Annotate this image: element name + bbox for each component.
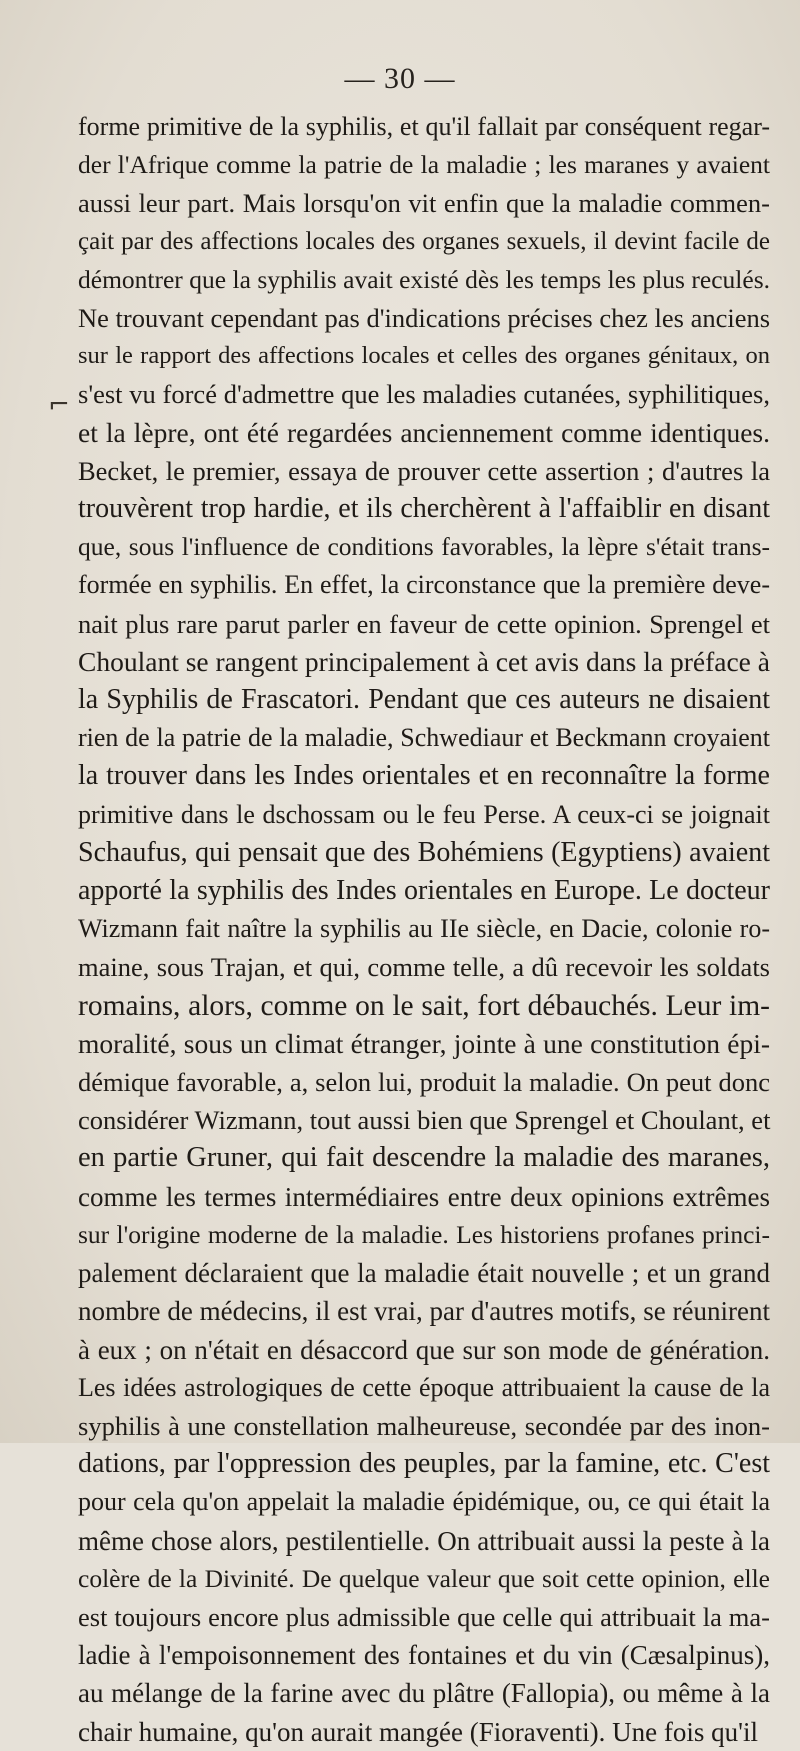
text-line: forme primitive de la syphilis, et qu'il fallait par conséquent regar- xyxy=(78,112,770,141)
text-line: syphilis à une constellation malheureuse, secondée par des inon- xyxy=(78,1410,770,1441)
text-line: çait par des affections locales des organes sexuels, il devint facile de xyxy=(78,227,770,255)
text-line: que, sous l'influence de conditions favorables, la lèpre s'était trans- xyxy=(78,532,770,562)
text-line: sur l'origine moderne de la maladie. Les historiens profanes princi- xyxy=(78,1219,770,1249)
text-line: nait plus rare parut parler en faveur de cette opinion. Sprengel et xyxy=(78,608,770,639)
text-line: formée en syphilis. En effet, la circonstance que la première deve- xyxy=(78,570,770,600)
text-line: s'est vu forcé d'admettre que les maladies cutanées, syphilitiques, xyxy=(78,379,770,410)
text-line: Les idées astrologiques de cette époque attribuaient la cause de la xyxy=(78,1372,770,1402)
text-line: der l'Afrique comme la patrie de la maladie ; les maranes y avaient xyxy=(78,150,770,180)
text-line: rien de la patrie de la maladie, Schwediaur et Beckmann croyaient xyxy=(78,723,770,753)
text-line: apporté la syphilis des Indes orientales en Europe. Le docteur xyxy=(78,875,770,907)
text-line: Schaufus, qui pensait que des Bohémiens (Egyptiens) avaient xyxy=(78,836,770,868)
text-line: trouvèrent trop hardie, et ils cherchèrent à l'affaiblir en disant xyxy=(78,493,770,525)
text-line: ladie à l'empoisonnement des fontaines et du vin (Cæsalpinus), xyxy=(78,1640,770,1671)
text-line: primitive dans le dschossam ou le feu Perse. A ceux-ci se joignait xyxy=(78,799,770,829)
text-line: Wizmann fait naître la syphilis au IIe siècle, en Dacie, colonie ro- xyxy=(78,914,770,944)
text-line: démique favorable, a, selon lui, produit la maladie. On peut donc xyxy=(78,1067,770,1098)
text-line: au mélange de la farine avec du plâtre (Fallopia), ou même à la xyxy=(78,1678,770,1709)
text-line: maine, sous Trajan, et qui, comme telle, a dû recevoir les soldats xyxy=(78,952,770,983)
text-line: Ne trouvant cependant pas d'indications précises chez les anciens xyxy=(78,303,771,334)
text-line: moralité, sous un climat étranger, jointe à une constitution épi- xyxy=(78,1027,770,1059)
text-line: en partie Gruner, qui fait descendre la maladie des maranes, xyxy=(78,1142,770,1174)
page-number: — 30 — xyxy=(344,62,456,95)
text-line: chair humaine, qu'on aurait mangée (Fioraventi). Une fois qu'il xyxy=(78,1716,759,1747)
text-line: pour cela qu'on appelait la maladie épidémique, ou, ce qui était la xyxy=(78,1487,770,1517)
text-line: et la lèpre, ont été regardées anciennement comme identiques. xyxy=(78,416,770,448)
text-line: démontrer que la syphilis avait existé dès les temps les plus reculés. xyxy=(78,264,770,294)
text-line: colère de la Divinité. De quelque valeur que soit cette opinion, elle xyxy=(78,1563,770,1593)
text-line: même chose alors, pestilentielle. On attribuait aussi la peste à la xyxy=(78,1525,770,1556)
text-line: romains, alors, comme on le sait, fort débauchés. Leur im- xyxy=(78,989,770,1022)
text-line: Choulant se rangent principalement à cet avis dans la préface à xyxy=(78,645,770,677)
text-line: aussi leur part. Mais lorsqu'on vit enfin que la maladie commen- xyxy=(78,188,770,219)
text-line: est toujours encore plus admissible que celle qui attribuait la ma- xyxy=(78,1601,770,1632)
text-line: comme les termes intermédiaires entre deux opinions extrêmes xyxy=(78,1181,770,1212)
text-line: considérer Wizmann, tout aussi bien que Sprengel et Choulant, et xyxy=(78,1105,771,1136)
text-line: dations, par l'oppression des peuples, par la famine, etc. C'est xyxy=(78,1448,770,1480)
text-line: Becket, le premier, essaya de prouver cette assertion ; d'autres la xyxy=(78,455,770,486)
text-line: la trouver dans les Indes orientales et en reconnaître la forme xyxy=(78,760,770,792)
text-line: nombre de médecins, il est vrai, par d'autres motifs, se réunirent xyxy=(78,1296,770,1327)
text-line: la Syphilis de Frascatori. Pendant que ces auteurs ne disaient xyxy=(78,684,770,716)
text-line: palement déclaraient que la maladie était nouvelle ; et un grand xyxy=(78,1258,770,1289)
margin-mark: ⌐ xyxy=(48,390,70,420)
text-line: sur le rapport des affections locales et celles des organes génitaux, on xyxy=(78,342,770,370)
body-text xyxy=(78,108,770,1751)
text-line: à eux ; on n'était en désaccord que sur son mode de génération. xyxy=(78,1334,770,1365)
